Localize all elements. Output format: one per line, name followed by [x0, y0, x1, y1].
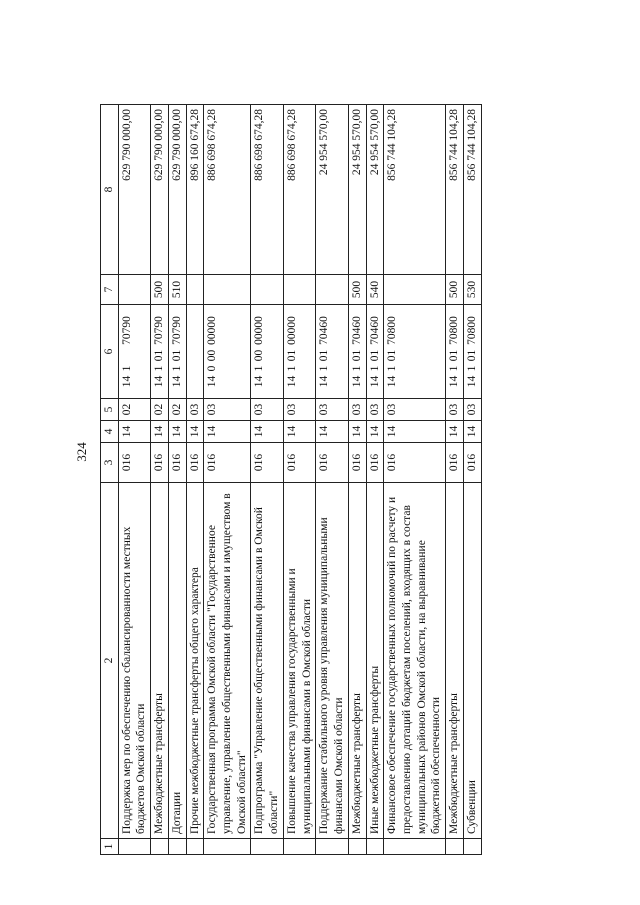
section-code-cell: 14: [151, 421, 169, 443]
description-cell: Дотации: [168, 483, 186, 839]
expense-type-cell: 500: [151, 275, 169, 305]
row-number-cell: [204, 839, 251, 855]
target-article-part: 70460: [318, 316, 331, 345]
expense-type-cell: [204, 275, 251, 305]
description-cell: Финансовое обеспечение государственных полномочий по расчету и предоставлению дотаций бюджетам поселений, входящих в состав муниципальных районов Омской области, на выравнивание бюджетной обеспеченности: [384, 483, 446, 839]
target-article-part: 00: [206, 349, 219, 362]
row-number-cell: [251, 839, 283, 855]
row-number-cell: [151, 839, 169, 855]
target-article-part: 01: [285, 349, 298, 362]
target-article-part: 14: [318, 375, 331, 388]
ministry-code-cell: 016: [348, 443, 366, 483]
target-article-part: 01: [318, 349, 331, 362]
column-header-2: 2: [101, 483, 119, 839]
subsection-code-cell: 02: [151, 399, 169, 421]
target-article-part: 00000: [206, 316, 219, 345]
table-row: [168, 105, 186, 855]
section-code-cell: 14: [384, 421, 446, 443]
ministry-code-cell: 016: [151, 443, 169, 483]
ministry-code-cell: 016: [204, 443, 251, 483]
column-header-4: 4: [101, 421, 119, 443]
amount-cell: 886 698 674,28: [283, 105, 315, 275]
target-article-part: 1: [465, 365, 478, 372]
description-cell: Повышение качества управления государственными и муниципальными финансами в Омской области: [283, 483, 315, 839]
target-article-part: 01: [350, 349, 363, 362]
table-row: [251, 105, 283, 855]
target-article-cell: [348, 305, 366, 399]
target-article-part: 00000: [285, 316, 298, 345]
amount-cell: 856 744 104,28: [463, 105, 481, 275]
target-article-part: 14: [153, 375, 166, 388]
description-cell: Межбюджетные трансферты: [446, 483, 464, 839]
amount-cell: 856 744 104,28: [446, 105, 464, 275]
ministry-code-cell: 016: [366, 443, 384, 483]
target-article-part: 00: [253, 349, 266, 362]
row-number-cell: [446, 839, 464, 855]
column-header-3: 3: [101, 443, 119, 483]
target-article-part: 1: [153, 365, 166, 372]
table-row: [316, 105, 348, 855]
ministry-code-cell: 016: [251, 443, 283, 483]
row-number-cell: [186, 839, 204, 855]
budget-table: [100, 104, 482, 855]
expense-type-cell: 500: [446, 275, 464, 305]
description-cell: Межбюджетные трансферты: [348, 483, 366, 839]
table-row: [151, 105, 169, 855]
description-cell: Поддержание стабильного уровня управления муниципальными финансами Омской области: [316, 483, 348, 839]
table-row: [186, 105, 204, 855]
target-article-cell: [283, 305, 315, 399]
section-code-cell: 14: [366, 421, 384, 443]
section-code-cell: 14: [168, 421, 186, 443]
target-article-part: 14: [253, 375, 266, 388]
section-code-cell: 14: [446, 421, 464, 443]
target-article-cell: [463, 305, 481, 399]
target-article-part: 1: [448, 365, 461, 372]
table-row: [118, 105, 150, 855]
target-article-part: 14: [386, 375, 399, 388]
amount-cell: 629 790 000,00: [151, 105, 169, 275]
row-number-cell: [348, 839, 366, 855]
table-body: [118, 105, 481, 855]
row-number-cell: [316, 839, 348, 855]
table-row: [366, 105, 384, 855]
expense-type-cell: 530: [463, 275, 481, 305]
subsection-code-cell: 03: [348, 399, 366, 421]
target-article-cell: [204, 305, 251, 399]
expense-type-cell: [118, 275, 150, 305]
amount-cell: 856 744 104,28: [384, 105, 446, 275]
target-article-part: 1: [386, 365, 399, 372]
target-article-cell: [384, 305, 446, 399]
amount-cell: 24 954 570,00: [366, 105, 384, 275]
row-number-cell: [366, 839, 384, 855]
target-article-cell: [446, 305, 464, 399]
budget-table-container: [100, 105, 560, 855]
target-article-part: 14: [350, 375, 363, 388]
target-article-cell: [366, 305, 384, 399]
column-header-1: 1: [101, 839, 119, 855]
target-article-part: 14: [170, 375, 183, 388]
ministry-code-cell: 016: [186, 443, 204, 483]
expense-type-cell: [251, 275, 283, 305]
column-header-6: 6: [101, 305, 119, 399]
column-header-7: 7: [101, 275, 119, 305]
table-row: [283, 105, 315, 855]
section-code-cell: 14: [463, 421, 481, 443]
target-article-part: 01: [153, 349, 166, 362]
table-row: [463, 105, 481, 855]
description-cell: Подпрограмма "Управление общественными финансами в Омской области": [251, 483, 283, 839]
amount-cell: 886 698 674,28: [204, 105, 251, 275]
amount-cell: 896 160 674,28: [186, 105, 204, 275]
column-header-5: 5: [101, 399, 119, 421]
expense-type-cell: [283, 275, 315, 305]
table-row: [204, 105, 251, 855]
target-article-part: 70790: [153, 316, 166, 345]
target-article-part: 1: [350, 365, 363, 372]
target-article-part: 1: [368, 365, 381, 372]
target-article-cell: [168, 305, 186, 399]
row-number-cell: [384, 839, 446, 855]
subsection-code-cell: 02: [118, 399, 150, 421]
subsection-code-cell: 02: [168, 399, 186, 421]
target-article-cell: [118, 305, 150, 399]
section-code-cell: 14: [283, 421, 315, 443]
table-row: [348, 105, 366, 855]
target-article-part: 1: [170, 365, 183, 372]
ministry-code-cell: 016: [463, 443, 481, 483]
subsection-code-cell: 03: [446, 399, 464, 421]
row-number-cell: [463, 839, 481, 855]
expense-type-cell: [384, 275, 446, 305]
target-article-cell: [251, 305, 283, 399]
ministry-code-cell: 016: [384, 443, 446, 483]
subsection-code-cell: 03: [204, 399, 251, 421]
description-cell: Межбюджетные трансферты: [151, 483, 169, 839]
target-article-part: 70460: [368, 316, 381, 345]
target-article-part: 70790: [120, 316, 133, 345]
subsection-code-cell: 03: [463, 399, 481, 421]
page-number: 324: [74, 442, 89, 462]
amount-cell: 24 954 570,00: [316, 105, 348, 275]
target-article-part: 70800: [448, 316, 461, 345]
row-number-cell: [168, 839, 186, 855]
description-cell: Субвенции: [463, 483, 481, 839]
description-cell: Прочие межбюджетные трансферты общего характера: [186, 483, 204, 839]
row-number-cell: [118, 839, 150, 855]
ministry-code-cell: 016: [283, 443, 315, 483]
target-article-part: 01: [448, 349, 461, 362]
amount-cell: 24 954 570,00: [348, 105, 366, 275]
target-article-part: 01: [386, 349, 399, 362]
description-cell: Поддержка мер по обеспечению сбалансированности местных бюджетов Омской области: [118, 483, 150, 839]
subsection-code-cell: 03: [384, 399, 446, 421]
target-article-cell: [151, 305, 169, 399]
target-article-part: 70790: [170, 316, 183, 345]
target-article-part: 14: [448, 375, 461, 388]
expense-type-cell: 540: [366, 275, 384, 305]
ministry-code-cell: 016: [118, 443, 150, 483]
column-header-8: 8: [101, 105, 119, 275]
section-code-cell: 14: [251, 421, 283, 443]
subsection-code-cell: 03: [186, 399, 204, 421]
table-row: [446, 105, 464, 855]
expense-type-cell: [186, 275, 204, 305]
description-cell: Государственная программа Омской области "Государственное управление, управление общественными финансами и имуществом в Омской области": [204, 483, 251, 839]
section-code-cell: 14: [186, 421, 204, 443]
target-article-part: 1: [120, 365, 133, 372]
target-article-part: 14: [465, 375, 478, 388]
target-article-part: 0: [206, 365, 219, 372]
expense-type-cell: 500: [348, 275, 366, 305]
ministry-code-cell: 016: [168, 443, 186, 483]
target-article-part: 1: [285, 365, 298, 372]
target-article-part: 14: [206, 375, 219, 388]
target-article-part: 70800: [386, 316, 399, 345]
target-article-part: 70460: [350, 316, 363, 345]
table-row: [384, 105, 446, 855]
target-article-cell: [316, 305, 348, 399]
target-article-part: 00000: [253, 316, 266, 345]
ministry-code-cell: 016: [316, 443, 348, 483]
subsection-code-cell: 03: [251, 399, 283, 421]
section-code-cell: 14: [316, 421, 348, 443]
amount-cell: 629 790 000,00: [168, 105, 186, 275]
target-article-part: 14: [120, 375, 133, 388]
section-code-cell: 14: [118, 421, 150, 443]
target-article-cell: [186, 305, 204, 399]
subsection-code-cell: 03: [283, 399, 315, 421]
amount-cell: 886 698 674,28: [251, 105, 283, 275]
header-row: [101, 105, 119, 855]
section-code-cell: 14: [348, 421, 366, 443]
target-article-part: 70800: [465, 316, 478, 345]
target-article-part: 1: [318, 365, 331, 372]
target-article-part: 14: [285, 375, 298, 388]
section-code-cell: 14: [204, 421, 251, 443]
target-article-part: 01: [368, 349, 381, 362]
target-article-part: 01: [465, 349, 478, 362]
expense-type-cell: 510: [168, 275, 186, 305]
ministry-code-cell: 016: [446, 443, 464, 483]
expense-type-cell: [316, 275, 348, 305]
amount-cell: 629 790 000,00: [118, 105, 150, 275]
subsection-code-cell: 03: [366, 399, 384, 421]
target-article-part: 1: [253, 365, 266, 372]
target-article-part: 14: [368, 375, 381, 388]
description-cell: Иные межбюджетные трансферты: [366, 483, 384, 839]
target-article-part: 01: [170, 349, 183, 362]
row-number-cell: [283, 839, 315, 855]
subsection-code-cell: 03: [316, 399, 348, 421]
